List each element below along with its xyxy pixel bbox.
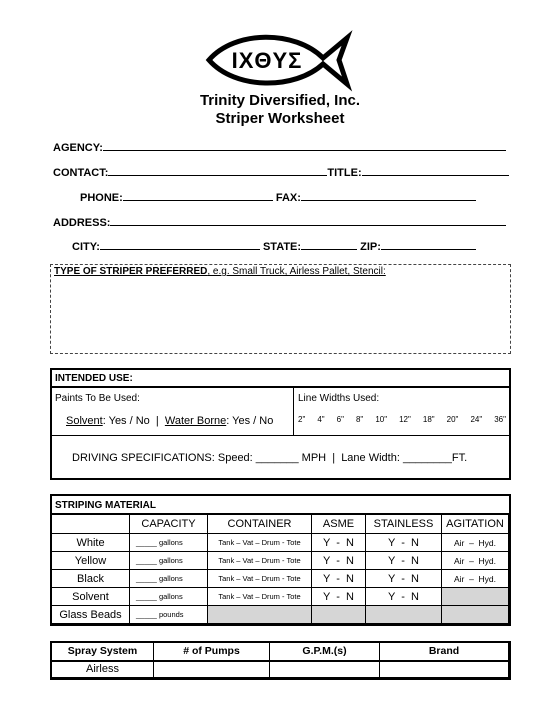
table-row bbox=[52, 588, 509, 606]
pumps-field[interactable] bbox=[154, 661, 270, 678]
intended-use-heading: INTENDED USE: bbox=[52, 370, 509, 388]
gpm-field[interactable] bbox=[270, 661, 380, 678]
line-width-option[interactable]: 24" bbox=[470, 415, 483, 424]
state-field[interactable] bbox=[301, 238, 357, 250]
city-field[interactable] bbox=[100, 238, 260, 250]
line-widths-label: Line Widths Used: bbox=[298, 393, 380, 404]
line-width-option[interactable]: 2" bbox=[298, 415, 306, 424]
spray-header-row bbox=[52, 643, 509, 661]
worksheet-title: Striper Worksheet bbox=[215, 110, 345, 127]
line-width-option[interactable]: 12" bbox=[399, 415, 411, 424]
asme-options[interactable]: Y - N bbox=[312, 552, 366, 570]
stainless-options[interactable]: Y - N bbox=[366, 570, 442, 588]
driving-specifications[interactable]: DRIVING SPECIFICATIONS: Speed: _______ MPH | Lane Width: ________FT. bbox=[72, 452, 468, 464]
zip-field[interactable] bbox=[381, 238, 476, 250]
agitation-options[interactable]: Air – Hyd. bbox=[442, 570, 509, 588]
contact-field[interactable] bbox=[108, 164, 327, 176]
agitation-options[interactable]: Air – Hyd. bbox=[442, 534, 509, 552]
address-field[interactable] bbox=[110, 214, 506, 226]
capacity-cell[interactable]: _____ gallons bbox=[130, 552, 208, 570]
state-label: STATE: bbox=[262, 241, 302, 253]
logo-text: IXΘYΣ bbox=[231, 48, 303, 73]
striping-material-table bbox=[51, 514, 509, 624]
material-name: Yellow bbox=[52, 552, 130, 570]
water-borne-options[interactable]: : Yes / No bbox=[226, 415, 274, 427]
contact-row bbox=[53, 164, 509, 179]
container-options[interactable]: Tank – Vat – Drum - Tote bbox=[208, 534, 312, 552]
material-name: Black bbox=[52, 570, 130, 588]
line-width-option[interactable]: 8" bbox=[355, 415, 364, 424]
line-width-option[interactable]: 36" bbox=[494, 415, 506, 424]
title-field[interactable] bbox=[362, 164, 509, 176]
agitation-na-cell bbox=[442, 606, 509, 624]
stainless-options[interactable]: Y - N bbox=[366, 588, 442, 606]
paints-options bbox=[66, 415, 273, 427]
material-name: White bbox=[52, 534, 130, 552]
capacity-unit: gallons bbox=[158, 556, 183, 565]
phone-field[interactable] bbox=[123, 189, 273, 201]
line-width-option[interactable]: 20" bbox=[446, 415, 459, 424]
address-label: ADDRESS: bbox=[53, 217, 111, 229]
asme-options[interactable]: Y - N bbox=[312, 570, 366, 588]
paints-divider bbox=[293, 388, 294, 435]
agency-row bbox=[53, 139, 506, 154]
address-row bbox=[53, 214, 506, 229]
header-cell: CONTAINER bbox=[208, 515, 312, 534]
striper-type-box[interactable] bbox=[50, 264, 511, 354]
phone-row bbox=[80, 189, 476, 204]
line-width-option[interactable]: 6" bbox=[336, 415, 344, 424]
capacity-unit: pounds bbox=[158, 610, 184, 619]
asme-options[interactable]: Y - N bbox=[312, 534, 366, 552]
fax-label: FAX: bbox=[275, 192, 301, 204]
table-row bbox=[52, 552, 509, 570]
header-cell: ASME bbox=[312, 515, 366, 534]
stainless-na-cell bbox=[366, 606, 442, 624]
header-cell: # of Pumps bbox=[154, 643, 270, 661]
striper-type-prompt bbox=[54, 266, 386, 277]
header-cell: AGITATION bbox=[442, 515, 509, 534]
header-cell: Spray System bbox=[52, 643, 154, 661]
material-name: Glass Beads bbox=[52, 606, 130, 624]
agitation-na-cell bbox=[442, 588, 509, 606]
agency-label: AGENCY: bbox=[53, 142, 103, 154]
contact-label: CONTACT: bbox=[53, 167, 109, 179]
stainless-options[interactable]: Y - N bbox=[366, 534, 442, 552]
capacity-cell[interactable]: _____ gallons bbox=[130, 534, 208, 552]
spray-system-name: Airless bbox=[52, 661, 154, 678]
table-row bbox=[52, 661, 509, 678]
solvent-label: Solvent bbox=[66, 415, 103, 427]
capacity-unit: gallons bbox=[158, 538, 183, 547]
line-width-option[interactable]: 10" bbox=[375, 415, 388, 424]
container-options[interactable]: Tank – Vat – Drum - Tote bbox=[208, 570, 312, 588]
capacity-unit: gallons bbox=[158, 592, 183, 601]
header-cell: G.P.M.(s) bbox=[270, 643, 380, 661]
paints-label: Paints To Be Used: bbox=[55, 393, 140, 404]
container-options[interactable]: Tank – Vat – Drum - Tote bbox=[208, 552, 312, 570]
table-row bbox=[52, 606, 509, 624]
agency-field[interactable] bbox=[103, 139, 506, 151]
header-cell bbox=[52, 515, 130, 534]
phone-label: PHONE: bbox=[80, 192, 123, 204]
line-widths-list bbox=[298, 415, 506, 424]
header-cell: CAPACITY bbox=[130, 515, 208, 534]
spray-system-table bbox=[51, 642, 509, 678]
spray-system-box bbox=[50, 641, 511, 680]
line-width-option[interactable]: 18" bbox=[422, 415, 435, 424]
agitation-options[interactable]: Air – Hyd. bbox=[442, 552, 509, 570]
capacity-unit: gallons bbox=[158, 574, 183, 583]
header-cell: Brand bbox=[380, 643, 509, 661]
material-name: Solvent bbox=[52, 588, 130, 606]
container-na-cell bbox=[208, 606, 312, 624]
striper-type-label: TYPE OF STRIPER PREFERRED bbox=[54, 266, 208, 277]
table-row bbox=[52, 570, 509, 588]
water-borne-label: Water Borne bbox=[164, 415, 227, 427]
line-width-option[interactable]: 4" bbox=[317, 415, 325, 424]
title-label: TITLE: bbox=[327, 167, 362, 179]
striping-material-heading: STRIPING MATERIAL bbox=[52, 496, 509, 515]
stainless-options[interactable]: Y - N bbox=[366, 552, 442, 570]
brand-field[interactable] bbox=[380, 661, 509, 678]
company-name: Trinity Diversified, Inc. bbox=[199, 92, 361, 109]
intended-use-box bbox=[50, 368, 511, 480]
zip-label: ZIP: bbox=[360, 241, 381, 253]
city-row bbox=[72, 238, 476, 253]
header-cell: STAINLESS bbox=[366, 515, 442, 534]
table-row bbox=[52, 534, 509, 552]
solvent-options[interactable]: : Yes / No | bbox=[102, 415, 165, 427]
asme-na-cell bbox=[312, 606, 366, 624]
city-label: CITY: bbox=[72, 241, 100, 253]
paints-row bbox=[52, 388, 509, 436]
striping-header-row bbox=[52, 515, 509, 534]
capacity-cell[interactable]: _____ gallons bbox=[130, 570, 208, 588]
capacity-cell[interactable]: _____ gallons bbox=[130, 588, 208, 606]
ichthys-fish-logo bbox=[205, 28, 353, 92]
fax-field[interactable] bbox=[301, 189, 476, 201]
striping-material-box bbox=[50, 494, 511, 626]
striper-type-example: , e.g. Small Truck, Airless Pallet, Stencil: bbox=[207, 266, 386, 277]
asme-options[interactable]: Y - N bbox=[312, 588, 366, 606]
capacity-cell[interactable]: _____ pounds bbox=[130, 606, 208, 624]
container-options[interactable]: Tank – Vat – Drum - Tote bbox=[208, 588, 312, 606]
